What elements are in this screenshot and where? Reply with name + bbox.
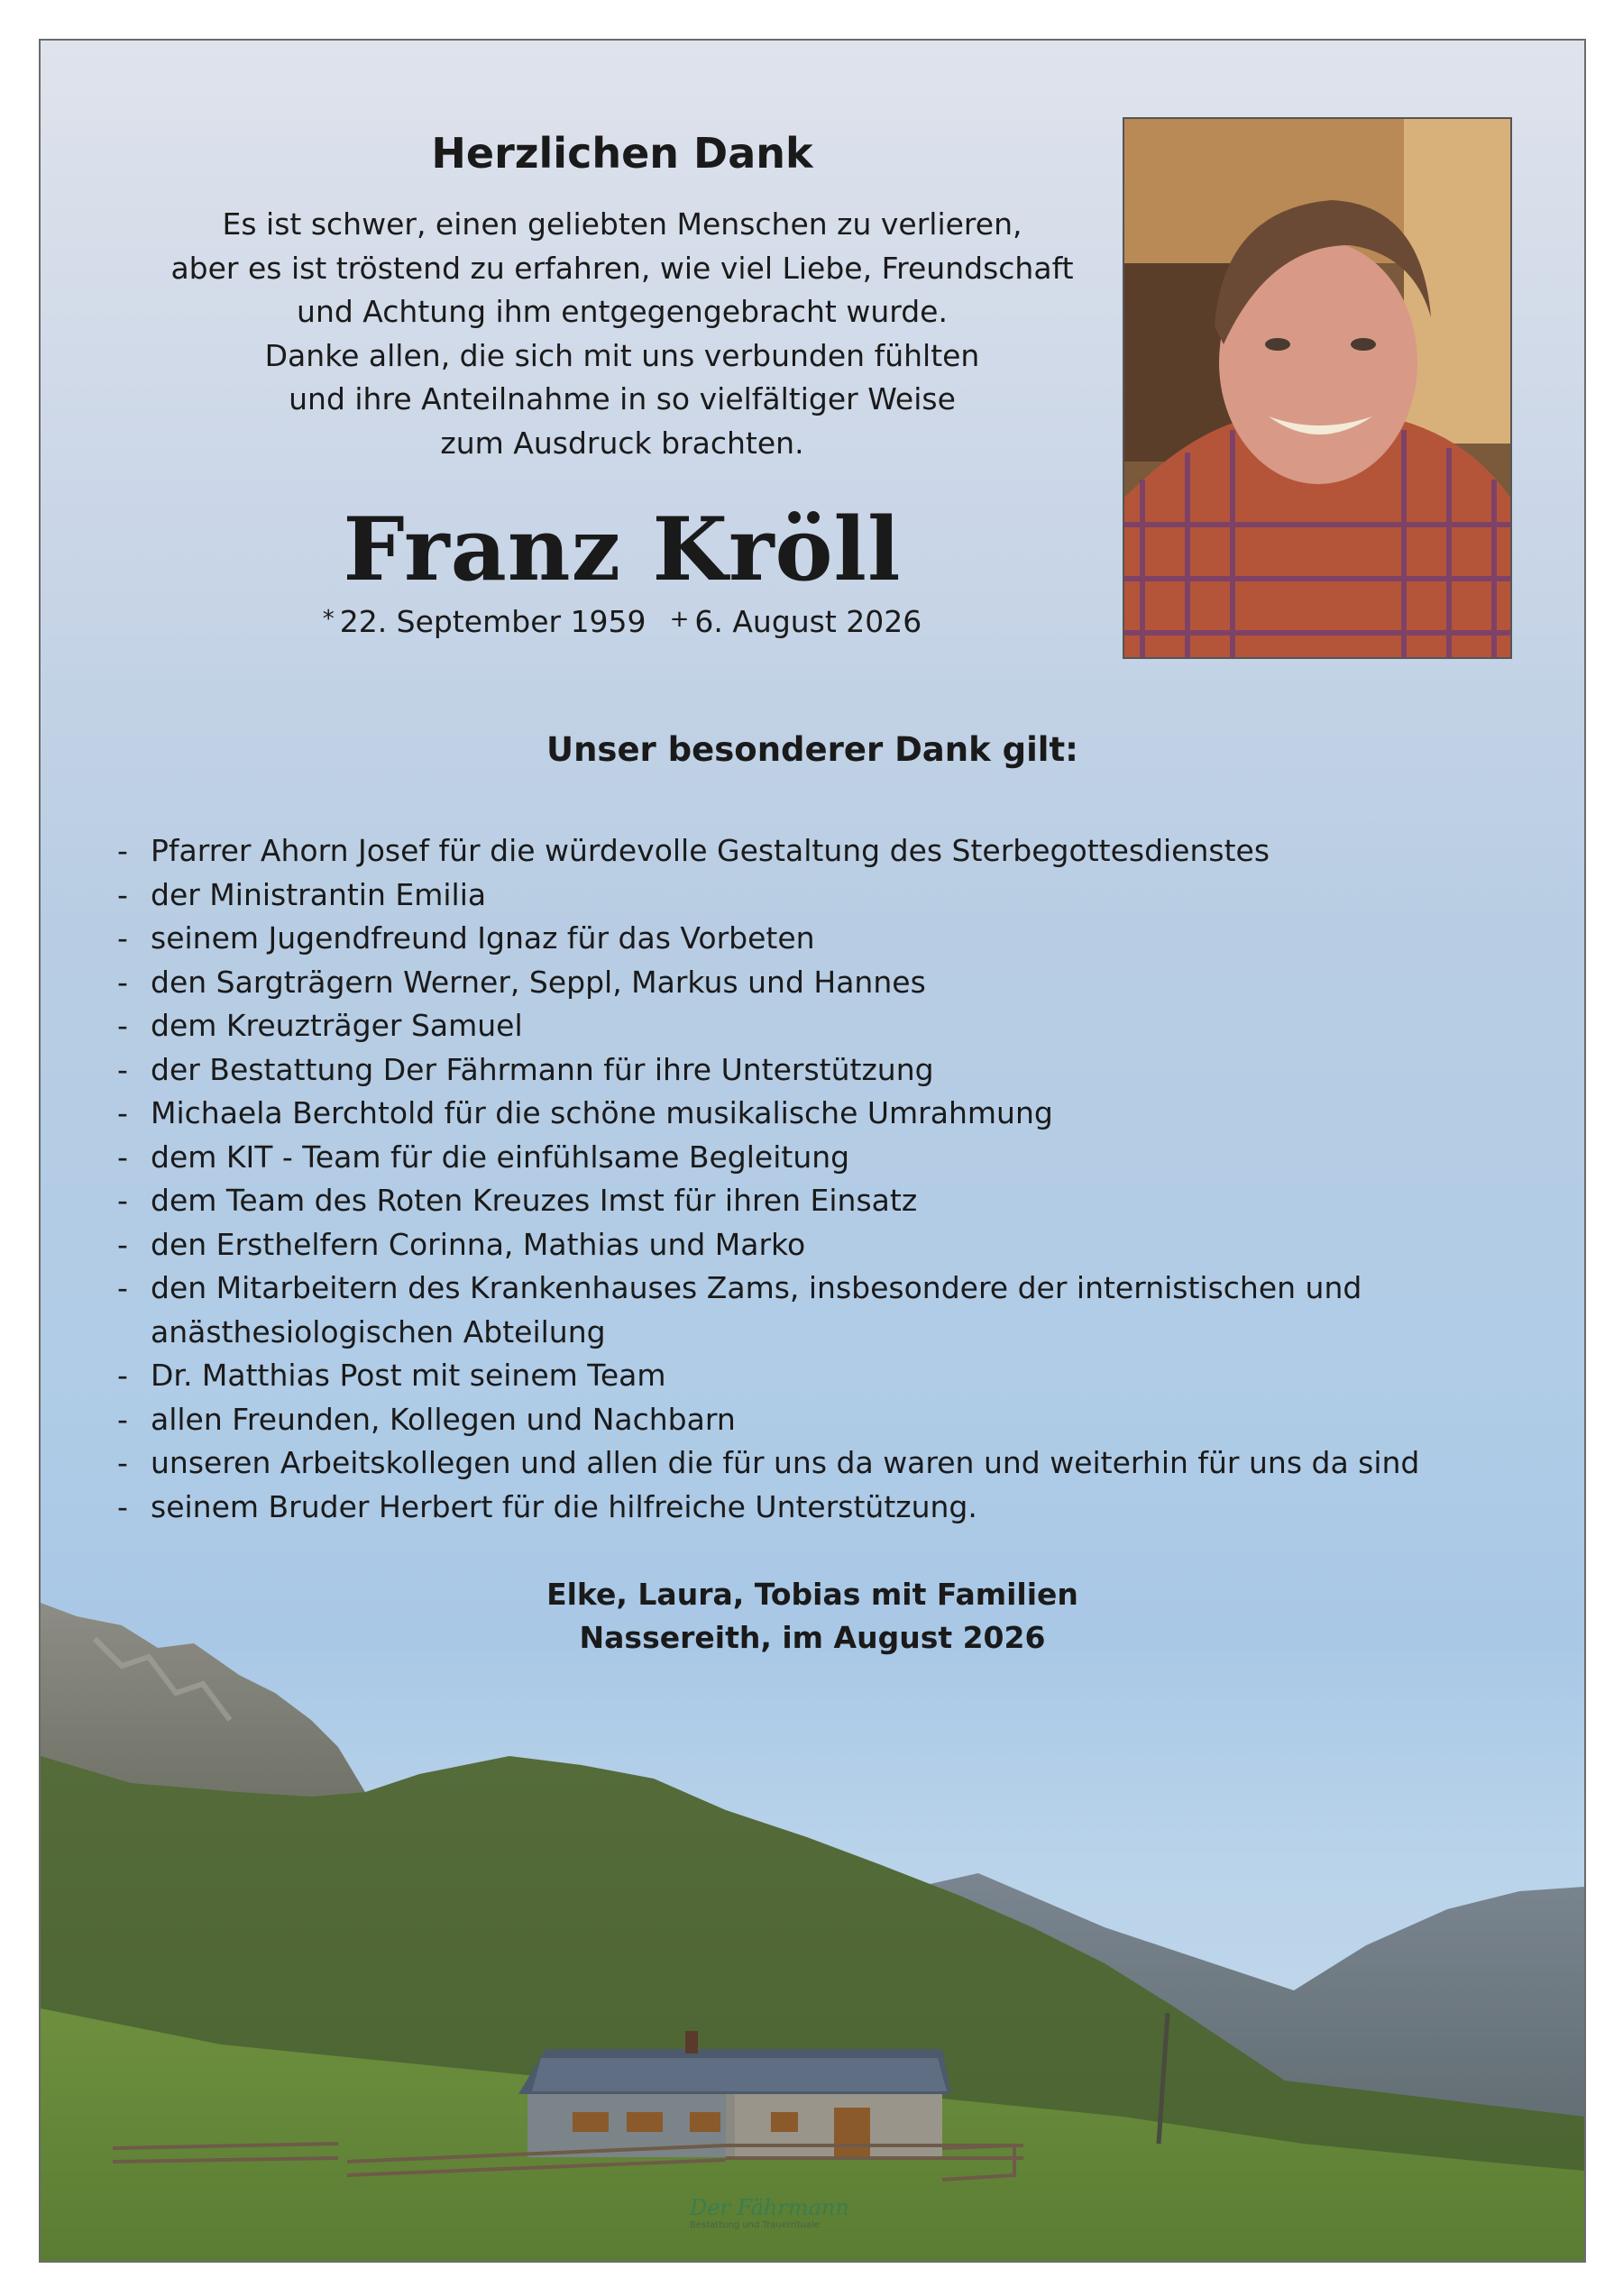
list-item: - den Ersthelfern Corinna, Mathias und Marko bbox=[117, 1226, 806, 1262]
list-item: - allen Freunden, Kollegen und Nachbarn bbox=[117, 1401, 736, 1437]
alpine-hut bbox=[518, 2031, 951, 2157]
signature-names: Elke, Laura, Tobias mit Familien bbox=[546, 1577, 1078, 1612]
list-item: - den Sargträgern Werner, Seppl, Markus und Hannes bbox=[117, 964, 926, 1000]
life-dates bbox=[131, 604, 1114, 639]
funeral-home-logo bbox=[690, 2195, 960, 2249]
death-symbol: + bbox=[669, 606, 690, 633]
list-item: - Dr. Matthias Post mit seinem Team bbox=[117, 1358, 666, 1393]
list-item: - unseren Arbeitskollegen und allen die für uns da waren und weiterhin für uns da sind bbox=[117, 1445, 1420, 1480]
list-item: - dem KIT - Team für die einfühlsame Begleitung bbox=[117, 1139, 850, 1175]
logo-brand: Der Fährmann bbox=[690, 2195, 849, 2220]
list-item: - Pfarrer Ahorn Josef für die würdevolle Gestaltung des Sterbegottesdienstes bbox=[117, 833, 1270, 868]
list-item: - dem Kreuzträger Samuel bbox=[117, 1008, 523, 1043]
logo-tagline: Bestattung und Trauerrituale bbox=[690, 2220, 821, 2230]
list-item: - seinem Jugendfreund Ignaz für das Vorbeten bbox=[117, 920, 815, 956]
obituary-card bbox=[39, 39, 1586, 2263]
list-item: - dem Team des Roten Kreuzes Imst für ihren Einsatz bbox=[117, 1183, 918, 1218]
signature-place-date: Nassereith, im August 2026 bbox=[579, 1620, 1046, 1655]
list-item: - der Bestattung Der Fährmann für ihre Unterstützung bbox=[117, 1051, 934, 1087]
birth-date: 22. September 1959 bbox=[339, 604, 646, 639]
list-item: - Michaela Berchtold für die schöne musikalische Umrahmung bbox=[117, 1095, 1053, 1130]
thanks-list bbox=[117, 829, 1524, 1529]
intro-line: zum Ausdruck brachten. bbox=[440, 425, 804, 461]
death-date: 6. August 2026 bbox=[694, 604, 922, 639]
intro-line: Danke allen, die sich mit uns verbunden fühlten bbox=[264, 337, 980, 373]
intro-text bbox=[131, 203, 1114, 465]
signature bbox=[41, 1573, 1584, 1660]
heading: Herzlichen Dank bbox=[431, 129, 813, 178]
portrait-photo bbox=[1123, 117, 1512, 659]
intro-line: aber es ist tröstend zu erfahren, wie viel Liebe, Freundschaft bbox=[170, 250, 1074, 286]
intro-line: und ihre Anteilnahme in so vielfältiger Weise bbox=[289, 381, 956, 416]
birth-symbol: * bbox=[322, 606, 335, 633]
thanks-subheading: Unser besonderer Dank gilt: bbox=[546, 730, 1078, 769]
intro-line: Es ist schwer, einen geliebten Menschen zu verlieren, bbox=[222, 206, 1022, 242]
deceased-name: Franz Kröll bbox=[343, 499, 902, 600]
intro-line: und Achtung ihm entgegengebracht wurde. bbox=[297, 294, 948, 329]
list-item: - seinem Bruder Herbert für die hilfreiche Unterstützung. bbox=[117, 1488, 977, 1524]
list-item: - den Mitarbeitern des Krankenhauses Zams, insbesondere der internistischen und anästhesiologischen Abteilung bbox=[117, 1270, 1362, 1349]
list-item: - der Ministrantin Emilia bbox=[117, 876, 487, 912]
